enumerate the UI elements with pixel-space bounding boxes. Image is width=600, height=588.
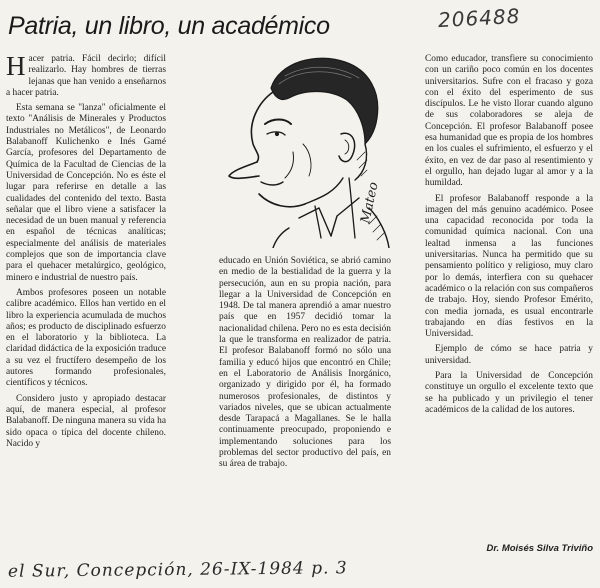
handwritten-source-note: el Sur, Concepción, 26-IX-1984 p. 3 [7, 558, 348, 582]
article-paragraph [6, 54, 166, 99]
article-paragraph: Para la Universidad de Concepción constituye un orgullo el excelente texto que se ha publicado y un privilegio el tener académicos de la calidad de los autores. [425, 371, 593, 415]
handwritten-archive-number: 206488 [437, 3, 521, 33]
article-paragraph: Como educador, transfiere su conocimiento con un cariño poco común en los docentes universitarios. Sufre con el fracaso y goza con el éxito del esperimento de sus discípulos. Le he visto llorar cuando alguno de sus colaboradores se aleja de Concepción. El profesor Balabanoff posee esa humanidad que es propia de los hombres en los cuales el sufrimiento, el esfuerzo y el éxito, en vez de dar paso al resentimiento y el orgullo, han dejado lugar al amor y a la humildad. [425, 54, 593, 189]
lead-text: acer patria. Fácil decirlo; difícil realizarlo. Hay hombres de tierras lejanas que han venido a enseñarnos a hacer patria. [6, 54, 166, 98]
article-column-1 [6, 54, 166, 564]
article-paragraph: El profesor Balabanoff responde a la imagen del más genuino académico. Posee una capacidad reconocida por toda la comunidad química nacional. Con una lealtad inmensa a las funciones universitarias. Nunca ha permitido que su pensamiento político y religioso, muy claro por lo demás, interfiera con su quehacer académico o la relación con sus compañeros de trabajo. Hoy, siendo Profesor Emérito, con media jornada, es usual encontrarle trabajando en días festivos en la Universidad. [425, 193, 593, 340]
article-paragraph: Ejemplo de cómo se hace patria y universidad. [425, 344, 593, 366]
caricature-illustration [219, 48, 409, 248]
article-paragraph: Esta semana se "lanza" oficialmente el texto "Análisis de Minerales y Productos Industriales no Metálicos", de Leonardo Balabanoff Kulichenko e Inés Gamé García, profesores del Departamento de Química de la Facultad de Ciencias de la Universidad de Concepción. No es éste el lugar para referirse en detalle a las cualidades del contenido del texto. Basta señalar que el libro viene a satisfacer la necesidad de un buen manual y referencia en español de técnicas analíticas; especialmente del análisis de materiales complejos que son de importancia clave para el quehacer metalúrgico, geológico, minero e industrial de nuestro país. [6, 103, 166, 283]
article-paragraph: Considero justo y apropiado destacar aquí, de manera especial, al profesor Balabanoff. De ninguna manera su vida ha sido opaca o típica del docente chileno. Nacido y [6, 393, 166, 449]
illustrator-signature: Mateo [358, 180, 382, 225]
author-byline: Dr. Moisés Silva Triviño [486, 543, 593, 554]
article-paragraph: educado en Unión Soviética, se abrió camino en medio de la bestialidad de la guerra y la persecución, aun en su propia nación, para llegar a la Universidad de Concepción en 1948. De tal manera aprendió a amar nuestro país que en 1957 decidió tomar la nacionalidad chilena. Pero no es esta decisión la que le transforma en realizador de patria. El profesor Balabanoff formó no sólo una familia y educó hijos que encontró en Chile; en el Laboratorio de Análisis Inorgánico, organizado y dirigido por él, ha formado numerosos profesionales, de distintos y variados niveles, que se ubican actualmente desde Tarapacá a Magallanes. Se le halla continuamente preocupado, proponiendo e implementando soluciones para los problemas del sector productivo del país, en su área de trabajo. [219, 256, 391, 470]
article-headline: Patria, un libro, un académico [8, 12, 330, 40]
article-paragraph: Ambos profesores poseen un notable calibre académico. Ellos han vertido en el libro la experiencia acumulada de muchos años; es producto de disciplinado esfuerzo en el laboratorio y la biblioteca. La claridad didáctica de la exposición traduce a su vez el fructífero desempeño de los autores formando profesionales, científicos y técnicos. [6, 287, 166, 389]
article-column-3 [425, 54, 593, 544]
article-column-2 [219, 256, 391, 561]
drop-cap: H [6, 54, 26, 81]
